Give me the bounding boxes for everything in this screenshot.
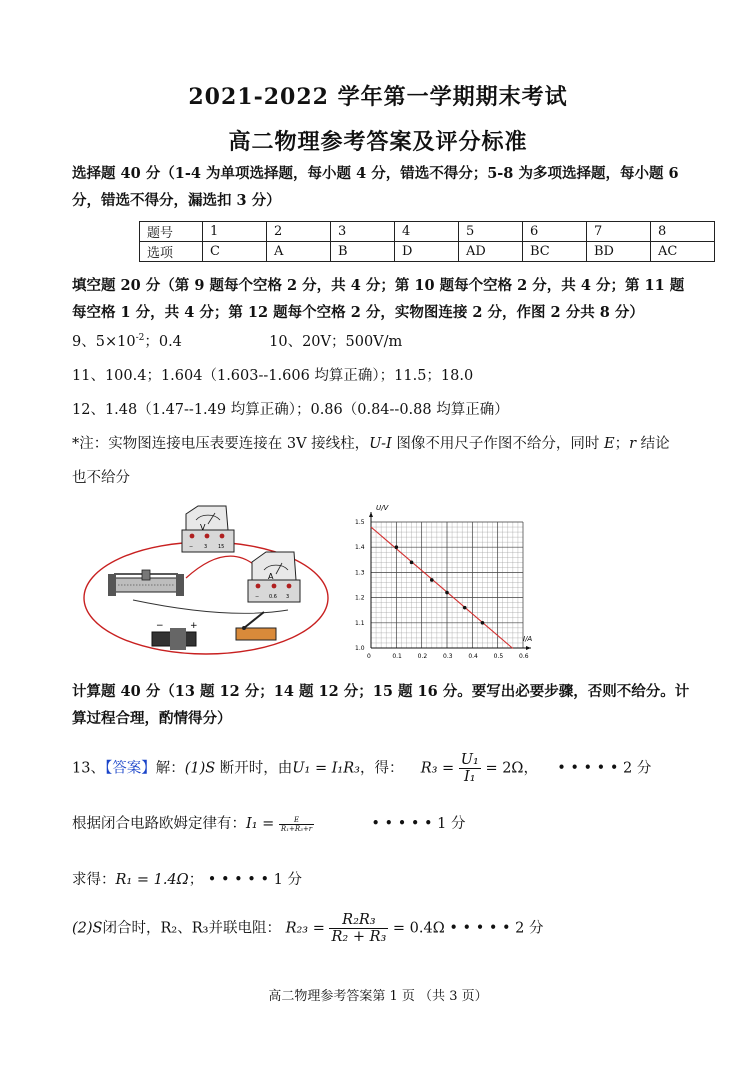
ammeter-terminal: 0.6 — [269, 594, 277, 600]
x-tick-label: 0.4 — [468, 653, 478, 660]
table-cell: BD — [587, 242, 651, 262]
score-mark: • • • • • 2 分 — [557, 760, 652, 777]
section3-heading: 计算题 40 分（13 题 12 分；14 题 12 分；15 题 16 分。要写出必要步骤，否则不给分。计算过程合理，酌情得分） — [72, 683, 690, 727]
data-point — [481, 621, 485, 625]
rheostat — [108, 570, 184, 596]
table-cell: 选项 — [140, 242, 203, 262]
y-tick-label: 1.3 — [355, 569, 365, 577]
table-cell: A — [267, 242, 331, 262]
table-cell: 3 — [331, 222, 395, 242]
data-point — [463, 606, 467, 610]
answer-q10: 10、20V；500V/m — [269, 334, 403, 350]
fraction-denominator: I₁ — [464, 769, 476, 785]
fraction-numerator: U₁ — [460, 752, 479, 768]
data-point — [395, 545, 399, 549]
battery-positive: + — [190, 621, 198, 631]
table-cell: AD — [459, 242, 523, 262]
table-cell: 8 — [651, 222, 715, 242]
battery-negative: − — [156, 621, 164, 631]
part2-text: 闭合时，R₂、R₃并联电阻： — [102, 920, 281, 937]
r1-sep: ； — [188, 872, 204, 888]
r1-text: 求得： — [72, 872, 116, 888]
r1-value: R₁ = 1.4Ω — [115, 872, 189, 888]
answer-table — [139, 221, 715, 262]
q13-text: ，得： — [359, 760, 404, 777]
q13-part1: (1)S — [184, 760, 216, 777]
note-text: 图像不用尺子作图不给分，同时 — [391, 436, 604, 452]
voltmeter — [182, 506, 234, 552]
r3-lhs: R₃ = — [420, 760, 455, 777]
r3-fraction — [459, 752, 481, 785]
part2-label: (2)S — [72, 920, 103, 937]
table-cell: 1 — [203, 222, 267, 242]
fraction-denominator: R₂ + R₃ — [331, 929, 387, 945]
chart-grid-major — [371, 522, 523, 648]
table-cell: 2 — [267, 222, 331, 242]
r23-value: = 0.4Ω — [392, 920, 445, 937]
ammeter — [248, 552, 300, 602]
y-tick-label: 1.0 — [355, 645, 365, 652]
voltmeter-terminal: 15 — [218, 544, 225, 550]
ammeter-terminal: − — [255, 594, 260, 600]
y-tick-label: 1.4 — [355, 544, 365, 552]
score-mark: • • • • • 1 分 — [371, 816, 466, 832]
fraction-denominator: R₁+R₃+r — [280, 824, 313, 833]
note-text: *注：实物图连接电压表要连接在 3V 接线柱， — [72, 436, 370, 452]
r3-value: = 2Ω， — [485, 760, 538, 777]
chart-ylabel: U/V — [376, 504, 389, 512]
table-row — [140, 222, 715, 242]
chart-axes — [369, 512, 531, 650]
table-cell: 题号 — [140, 222, 203, 242]
ohm-law-line — [72, 812, 466, 833]
circuit-diagram — [78, 500, 340, 665]
note-r: r — [629, 436, 637, 452]
page-subtitle: 高二物理参考答案及评分标准 — [228, 129, 528, 155]
x-tick-label: 0 — [367, 653, 371, 660]
table-cell: C — [203, 242, 267, 262]
battery — [152, 621, 198, 650]
table-row — [140, 242, 715, 262]
table-cell: 5 — [459, 222, 523, 242]
grading-note — [72, 432, 670, 453]
q13-intro: 解： — [155, 760, 185, 777]
data-point — [410, 561, 414, 565]
answer-q11: 11、100.4；1.604（1.603--1.606 均算正确）；11.5；18.0 — [72, 368, 474, 384]
ohm-fraction — [279, 816, 314, 833]
page-footer: 高二物理参考答案第 1 页 （共 3 页） — [268, 989, 488, 1004]
answer-q9-q10 — [72, 330, 402, 351]
table-cell: BC — [523, 242, 587, 262]
data-point — [430, 578, 434, 582]
note-ui: U-I — [369, 436, 392, 452]
x-axis-arrow — [526, 646, 531, 650]
grading-note-line2: 也不给分 — [72, 470, 130, 486]
note-e: E — [603, 436, 615, 452]
q13-equation: U₁ = I₁R₃ — [292, 760, 360, 777]
answer-q9: 9、5×10 — [72, 334, 136, 350]
y-tick-label: 1.2 — [355, 594, 365, 602]
answer-q9-value: ；0.4 — [144, 334, 182, 350]
ohm-text: 根据闭合电路欧姆定律有： — [72, 816, 246, 832]
answer-q12: 12、1.48（1.47--1.49 均算正确）；0.86（0.84--0.88 均算正确） — [72, 402, 509, 418]
section2-heading: 填空题 20 分（第 9 题每个空格 2 分，共 4 分；第 10 题每个空格 2 分，共 4 分；第 11 题每空格 1 分，共 4 分；第 12 题每个空格 2 分，实物图连接 2 分，作图 2 分共 8 分） — [72, 277, 685, 321]
voltmeter-terminal: 3 — [204, 544, 208, 550]
data-point — [445, 591, 449, 595]
score-mark: • • • • • 2 分 — [449, 920, 544, 937]
x-tick-label: 0.5 — [493, 653, 504, 660]
switch — [236, 612, 276, 640]
note-text: ； — [614, 436, 630, 452]
answer-tag: 【答案】 — [104, 760, 156, 777]
part2-line — [72, 912, 544, 945]
table-cell: 6 — [523, 222, 587, 242]
voltmeter-terminal: − — [189, 544, 194, 550]
r23-fraction — [329, 912, 388, 945]
r23-lhs: R₂₃ = — [285, 920, 325, 937]
ammeter-symbol: A — [268, 572, 274, 581]
q13-line1 — [72, 752, 651, 785]
x-tick-label: 0.2 — [417, 653, 428, 660]
table-cell: 7 — [587, 222, 651, 242]
voltmeter-symbol: V — [200, 523, 206, 532]
page-title: 2021-2022 学年第一学期期末考试 — [188, 84, 568, 110]
q13-label: 13、 — [72, 760, 105, 777]
y-tick-label: 1.5 — [355, 519, 365, 526]
table-cell: 4 — [395, 222, 459, 242]
r1-line — [72, 868, 302, 889]
wire — [186, 556, 258, 578]
ui-graph — [345, 500, 540, 670]
table-cell: D — [395, 242, 459, 262]
ammeter-terminal: 3 — [286, 594, 290, 600]
fraction-numerator: E — [279, 816, 314, 825]
score-mark: • • • • • 1 分 — [207, 872, 302, 888]
note-text: 结论 — [636, 436, 670, 452]
chart-xlabel: I/A — [523, 635, 533, 643]
x-tick-label: 0.1 — [392, 653, 402, 660]
y-axis-arrow — [369, 512, 373, 517]
table-cell: B — [331, 242, 395, 262]
section1-heading: 选择题 40 分（1-4 为单项选择题，每小题 4 分，错选不得分；5-8 为多项选择题，每小题 6 分，错选不得分，漏选扣 3 分） — [72, 165, 679, 209]
q13-text: 断开时，由 — [215, 760, 293, 777]
table-cell: AC — [651, 242, 715, 262]
answer-q9-exponent: -2 — [135, 333, 145, 344]
fraction-numerator: R₂R₃ — [329, 912, 388, 929]
ohm-lhs: I₁ = — [246, 816, 275, 832]
x-tick-label: 0.6 — [519, 653, 529, 660]
y-tick-label: 1.1 — [355, 619, 365, 627]
x-tick-label: 0.3 — [443, 653, 453, 660]
